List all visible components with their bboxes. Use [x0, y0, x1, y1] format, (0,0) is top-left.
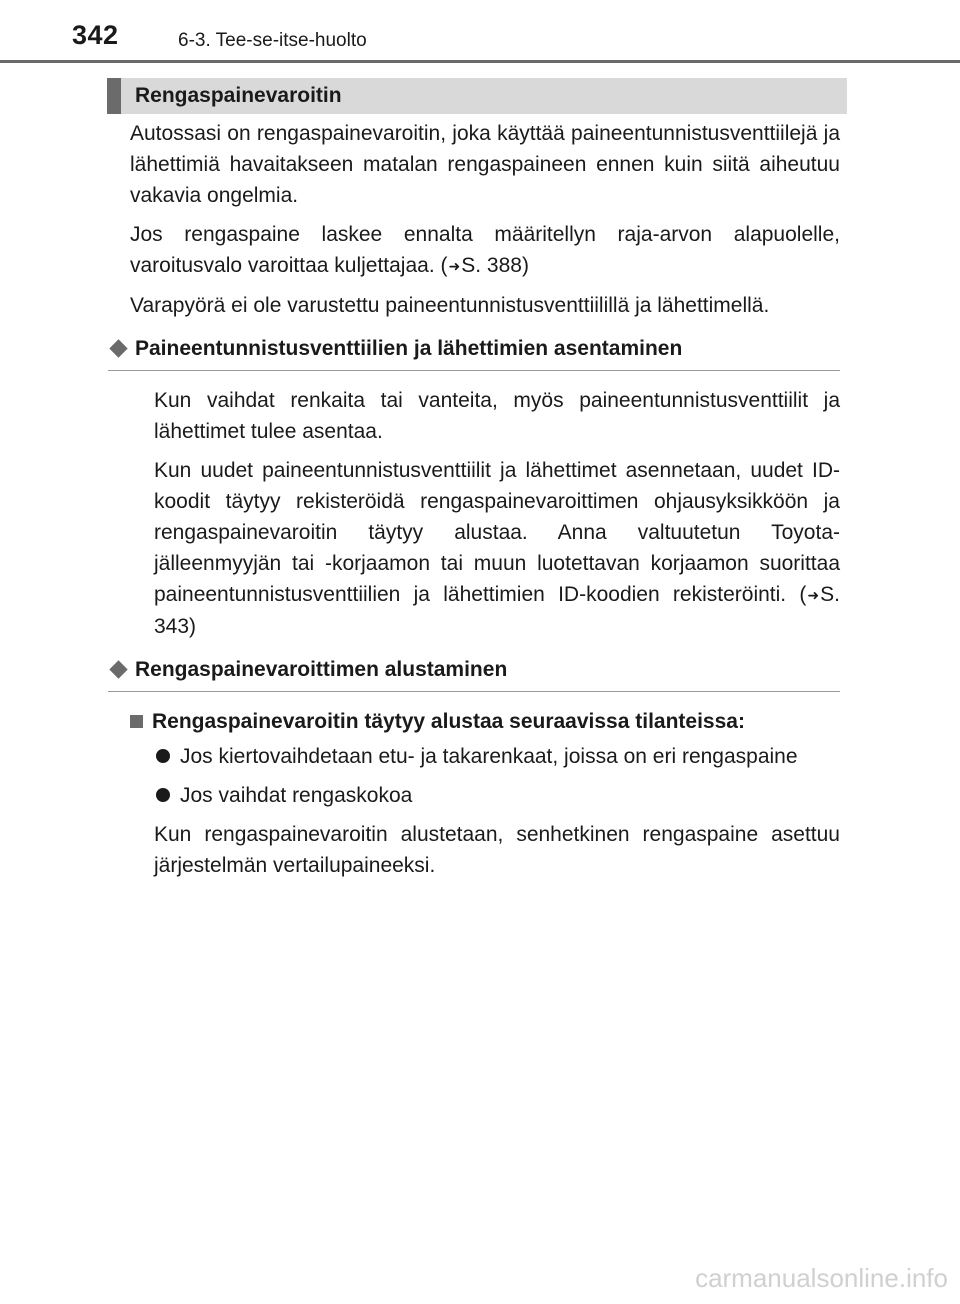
section-title: Rengaspainevaroitin — [135, 84, 342, 107]
list-item — [154, 741, 840, 772]
page-number: 342 — [72, 20, 119, 50]
subheading-initialization-text: Rengaspainevaroittimen alustaminen — [135, 657, 508, 681]
installation-paragraph-1: Kun vaihdat renkaita tai vanteita, myös paineentunnistusventtiilit ja lähettimet tulee asentaa. — [154, 388, 840, 443]
page-reference-link[interactable]: S. 388) — [461, 254, 529, 277]
list-item-text: Jos kiertovaihdetaan etu- ja takarenkaat, joissa on eri rengaspaine — [180, 744, 798, 768]
intro-paragraph-1: Autossasi on rengaspainevaroitin, joka käyttää paineentunnistusventtiilejä ja lähettimiä havaitakseen matalan rengaspaineen ennen kuin siitä aiheutuu vakavia ongelmia. — [130, 122, 840, 207]
subheading-initialization — [108, 654, 840, 692]
intro-paragraph-2 — [130, 219, 840, 282]
arrow-right-icon: ➜ — [448, 257, 461, 274]
diamond-bullet-icon — [109, 339, 127, 357]
installation-paragraph-2 — [154, 455, 840, 642]
diamond-bullet-icon — [109, 660, 127, 678]
square-bullet-icon — [130, 715, 143, 728]
arrow-right-icon: ➜ — [807, 586, 820, 603]
subheading-installation — [108, 333, 840, 371]
list-item — [154, 780, 840, 811]
page-reference-link[interactable]: S. 343) — [154, 582, 840, 638]
header-rule — [0, 60, 960, 63]
section-title-box — [107, 78, 847, 114]
initialization-closing-paragraph: Kun rengaspainevaroitin alustetaan, senhetkinen rengaspaine asettuu järjestelmän vertailupaineeksi. — [154, 822, 840, 877]
condition-heading — [130, 706, 840, 737]
condition-heading-text: Rengaspainevaroitin täytyy alustaa seuraavissa tilanteissa: — [152, 709, 745, 733]
intro-paragraph-2-text: Jos rengaspaine laskee ennalta määritellyn raja-arvon alapuolelle, varoitusvalo varoittaa kuljettajaa. ( — [130, 223, 840, 277]
main-content — [130, 118, 840, 889]
list-item-text: Jos vaihdat rengaskokoa — [180, 783, 413, 807]
round-bullet-icon — [156, 788, 170, 802]
section-path: 6-3. Tee-se-itse-huolto — [178, 30, 367, 51]
page-header — [0, 0, 960, 66]
intro-paragraph-3: Varapyörä ei ole varustettu paineentunnistusventtiilillä ja lähettimellä. — [130, 293, 770, 317]
subheading-installation-text: Paineentunnistusventtiilien ja lähettimien asentaminen — [135, 336, 683, 360]
round-bullet-icon — [156, 749, 170, 763]
installation-paragraph-2-text: Kun uudet paineentunnistusventtiilit ja lähettimet asennetaan, uudet ID-koodit täytyy rekisteröidä rengaspainevaroittimen ohjausyksikköön ja rengaspainevaroitin täytyy alustaa. Anna valtuutetun Toyota-jälleenmyyjän tai -korjaamon tai muun luotettavan korjaamon suorittaa paineentunnistusventtiilien ja lähettimien ID-koodien rekisteröinti. ( — [154, 458, 840, 606]
watermark: carmanualsonline.info — [695, 1263, 948, 1293]
